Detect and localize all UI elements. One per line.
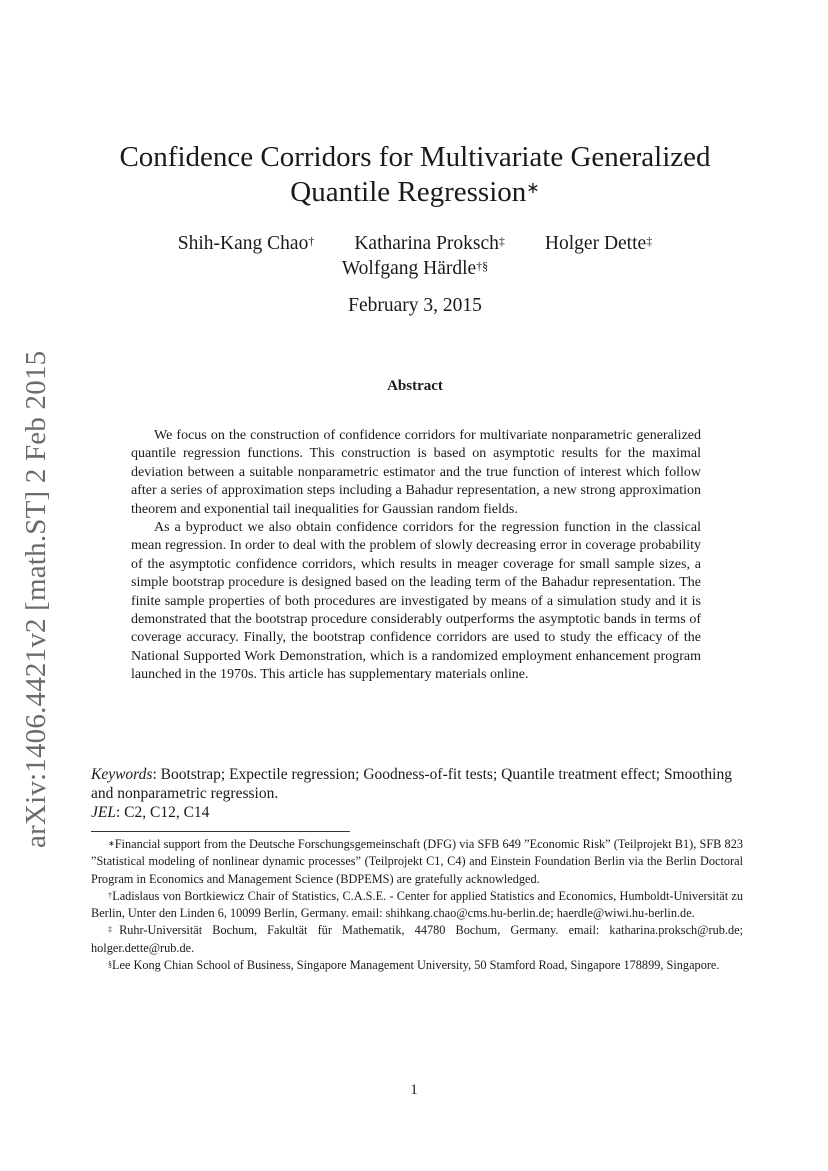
footnote: §Lee Kong Chian School of Business, Singapore Management University, 50 Stamford Road, Singapore 178899, Singapore.	[108, 958, 720, 973]
author: Wolfgang Härdle†§	[341, 258, 489, 279]
abstract-body	[131, 427, 701, 685]
arxiv-identifier-stamp: arXiv:1406.4421v2 [math.ST] 2 Feb 2015	[20, 350, 52, 848]
author: Holger Dette‡	[544, 233, 653, 254]
title-line-2: Quantile Regression∗	[290, 176, 540, 208]
publication-date: February 3, 2015	[348, 295, 482, 316]
page-number: 1	[410, 1082, 418, 1098]
title-line-1: Confidence Corridors for Multivariate Generalized	[119, 141, 711, 173]
footnote-divider	[91, 831, 350, 832]
abstract-paragraph: As a byproduct we also obtain confidence corridors for the regression function in the classical mean regression. In order to deal with the problem of slowly decreasing error in coverage probability of the asymptotic confidence corridors, which results in meager coverage for small sample sizes, a simple bootstrap procedure is designed based on the leading term of the Bahadur representation. The finite sample properties of both procedures are investigated by means of a simulation study and it is demonstrated that the bootstrap procedure considerably outperforms the asymptotic bands in terms of coverage accuracy. Finally, the bootstrap confidence corridors are used to study the efficacy of the National Supported Work Demonstration, which is a randomized employment enhancement program launched in the 1970s. This article has supplementary materials online.	[131, 520, 701, 683]
author: Katharina Proksch‡	[354, 233, 505, 254]
author: Shih-Kang Chao†	[177, 233, 315, 254]
title-footnote-mark: ∗	[526, 180, 540, 197]
abstract-paragraph: We focus on the construction of confidence corridors for multivariate nonparametric generalized quantile regression functions. This construction is based on asymptotic results for the maximal deviation between a suitable nonparametric estimator and the true function of interest which follow after a series of approximation steps including a Bahadur representation, a new strong approximation theorem and exponential tail inequalities for Gaussian random fields.	[131, 428, 701, 517]
footnotes	[91, 836, 743, 974]
footnote: ‡Ruhr-Universität Bochum, Fakultät für Mathematik, 44780 Bochum, Germany. email: katharina.proksch@rub.de; holger.dette@rub.de.	[91, 923, 743, 955]
keywords-block	[91, 765, 743, 822]
keywords-text: : Bootstrap; Expectile regression; Goodness-of-fit tests; Quantile treatment effect; Smoothing and nonparametric regression.	[91, 766, 732, 802]
footnote: †Ladislaus von Bortkiewicz Chair of Statistics, C.A.S.E. - Center for applied Statistics and Economics, Humboldt-Universität zu Berlin, Unter den Linden 6, 10099 Berlin, Germany. email: shihkang.chao@cms.hu-berlin.de; haerdle@wiwi.hu-berlin.de.	[91, 888, 743, 921]
jel-codes: JEL: C2, C12, C14	[91, 804, 210, 821]
author-row-2	[90, 256, 740, 281]
author-list	[90, 231, 740, 281]
footnote: ∗Financial support from the Deutsche Forschungsgemeinschaft (DFG) via SFB 649 ”Economic Risk” (Teilprojekt B1), SFB 823 ”Statistical modeling of nonlinear dynamic processes” (Teilprojekt C1, C4) and Einstein Foundation Berlin via the Berlin Doctoral Program in Economics and Management Science (BDPEMS) are gratefully acknowledged.	[91, 837, 743, 886]
keywords-label: Keywords	[91, 766, 153, 783]
author-row-1	[90, 231, 740, 256]
abstract-heading: Abstract	[387, 378, 443, 394]
paper-title	[90, 140, 740, 210]
